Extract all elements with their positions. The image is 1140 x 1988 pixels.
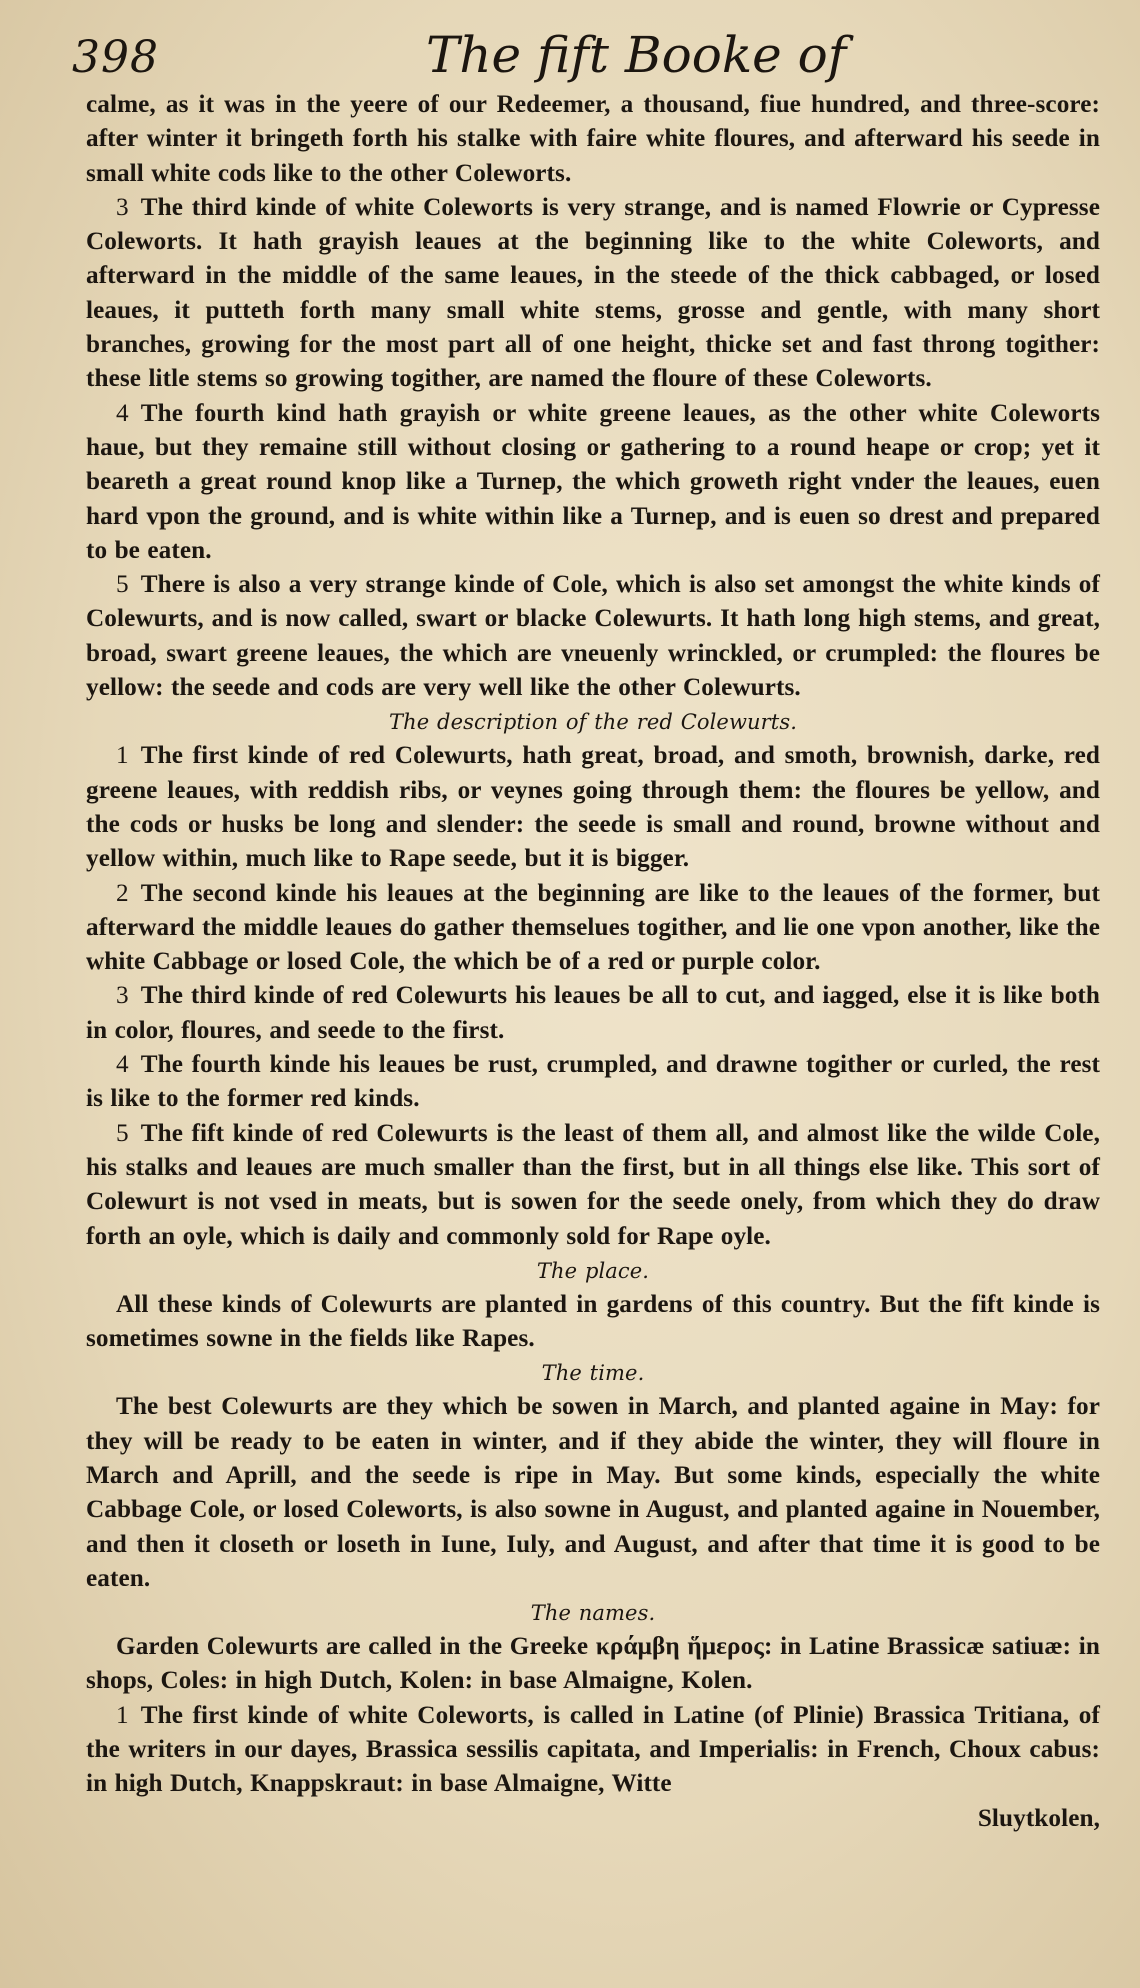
paragraph-text: The third kinde of white Coleworts is very strange, and is named Flowrie or Cypresse Coleworts. It hath grayish leaues at the beginning like to the white Coleworts, and afterward in the middle of the same leaues, in the steede of the thick cabbaged, or losed leaues, it putteth forth many small white stems, grosse and gentle, with many short branches, growing for the most part all of one height, thicke set and fast throng togither: these litle stems so growing togither, are named the floure of these Coleworts. (86, 193, 1100, 393)
paragraph-number: 1 (116, 742, 129, 770)
paragraph-text: The first kinde of white Coleworts, is called in Latine (of Plinie) Brassica Tritiana, of the writers in our dayes, Brassica sessilis capitata, and Imperialis: in French, Choux cabus: in high Dutch, Knappskraut: in base Almaigne, Witte (86, 1701, 1100, 1798)
paragraph-text: The first kinde of red Colewurts, hath great, broad, and smoth, brownish, darke, red greene leaues, with reddish ribs, or veynes going through them: the floures be yellow, and the cods or husks be long and slender: the seede is small and round, browne without and yellow within, much like to Rape seede, but it is bigger. (86, 742, 1100, 873)
paragraph-number: 3 (116, 982, 129, 1010)
paragraph-names-1 (86, 1699, 1100, 1802)
paragraph-number: 3 (116, 193, 129, 221)
paragraph-text: The second kinde his leaues at the beginning are like to the leaues of the former, but afterward the middle leaues do gather themselues togither, and lie one vpon another, like the white Cabbage or losed Cole, the which be of a red or purple color. (86, 879, 1100, 976)
catchword: Sluytkolen, (977, 1804, 1100, 1832)
paragraph-red-3 (86, 979, 1100, 1048)
paragraph-white-3 (86, 191, 1100, 397)
paragraph-text: The fourth kind hath grayish or white greene leaues, as the other white Coleworts haue, but they remaine still without closing or gathering to a round heape or crop; yet it beareth a great round knop like a Turnep, the which groweth right vnder the leaues, euen hard vpon the ground, and is white within like a Turnep, and is euen so drest and prepared to be eaten. (86, 399, 1100, 564)
paragraph-text: There is also a very strange kinde of Cole, which is also set amongst the white kinds of Colewurts, and is now called, swart or blacke Colewurts. It hath long high stems, and great, broad, swart greene leaues, the which are vneuenly wrinckled, or crumpled: the floures be yellow: the seede and cods are very well like the other Colewurts. (86, 571, 1100, 702)
section-heading-red: The description of the red Colewurts. (389, 710, 797, 735)
body-text (86, 88, 1100, 1836)
paragraph-number: 5 (116, 571, 129, 599)
paragraph-white-4 (86, 397, 1100, 568)
paragraph-white-5 (86, 568, 1100, 705)
section-heading-names: The names. (530, 1601, 656, 1626)
paragraph-number: 5 (116, 1119, 129, 1147)
running-head: The fift Booke of (426, 26, 847, 84)
paragraph-text: The third kinde of red Colewurts his leaues be all to cut, and iagged, else it is like both in color, floures, and seede to the first. (86, 982, 1100, 1044)
paragraph-number: 2 (116, 879, 129, 907)
paragraph-text: The fift kinde of red Colewurts is the least of them all, and almost like the wilde Cole, his stalks and leaues are much smaller than the first, but in all things else like. This sort of Colewurt is not vsed in meats, but is sowen for the seede onely, from which they do draw forth an oyle, which is daily and commonly sold for Rape oyle. (86, 1119, 1100, 1250)
section-heading-time: The time. (541, 1361, 645, 1386)
paragraph-text: The fourth kinde his leaues be rust, crumpled, and drawne togither or curled, the rest is like to the former red kinds. (86, 1051, 1100, 1113)
paragraph-red-1 (86, 739, 1100, 876)
paragraph-place: All these kinds of Colewurts are planted in gardens of this country. But the fift kinde is sometimes sowne in the fields like Rapes. (86, 1290, 1100, 1353)
paragraph-names-intro: Garden Colewurts are called in the Greeke κράμβη ἥμερος: in Latine Brassicæ satiuæ: in shops, Coles: in high Dutch, Kolen: in base Almaigne, Kolen. (86, 1633, 1100, 1695)
paragraph-red-4 (86, 1048, 1100, 1117)
page-header (72, 18, 1100, 88)
paragraph-number: 1 (116, 1701, 129, 1729)
paragraph-time: The best Colewurts are they which be sowen in March, and planted againe in May: for they will be ready to be eaten in winter, and if they abide the winter, they will floure in March and Aprill, and the seede is ripe in May. But some kinds, especially the white Cabbage Cole, or losed Coleworts, is also sowne in August, and planted againe in Nouember, and then it closeth or loseth in Iune, Iuly, and August, and after that time it is good to be eaten. (86, 1393, 1100, 1592)
paragraph-number: 4 (116, 399, 129, 427)
paragraph-red-5 (86, 1117, 1100, 1254)
paragraph-number: 4 (116, 1051, 129, 1079)
page-number: 398 (72, 32, 159, 83)
paragraph-intro: calme, as it was in the yeere of our Redeemer, a thousand, fiue hundred, and three-score: after winter it bringeth forth his stalke with faire white floures, and afterward his seede in small white cods like to the other Coleworts. (86, 91, 1100, 187)
section-heading-place: The place. (536, 1258, 650, 1283)
paragraph-red-2 (86, 877, 1100, 980)
